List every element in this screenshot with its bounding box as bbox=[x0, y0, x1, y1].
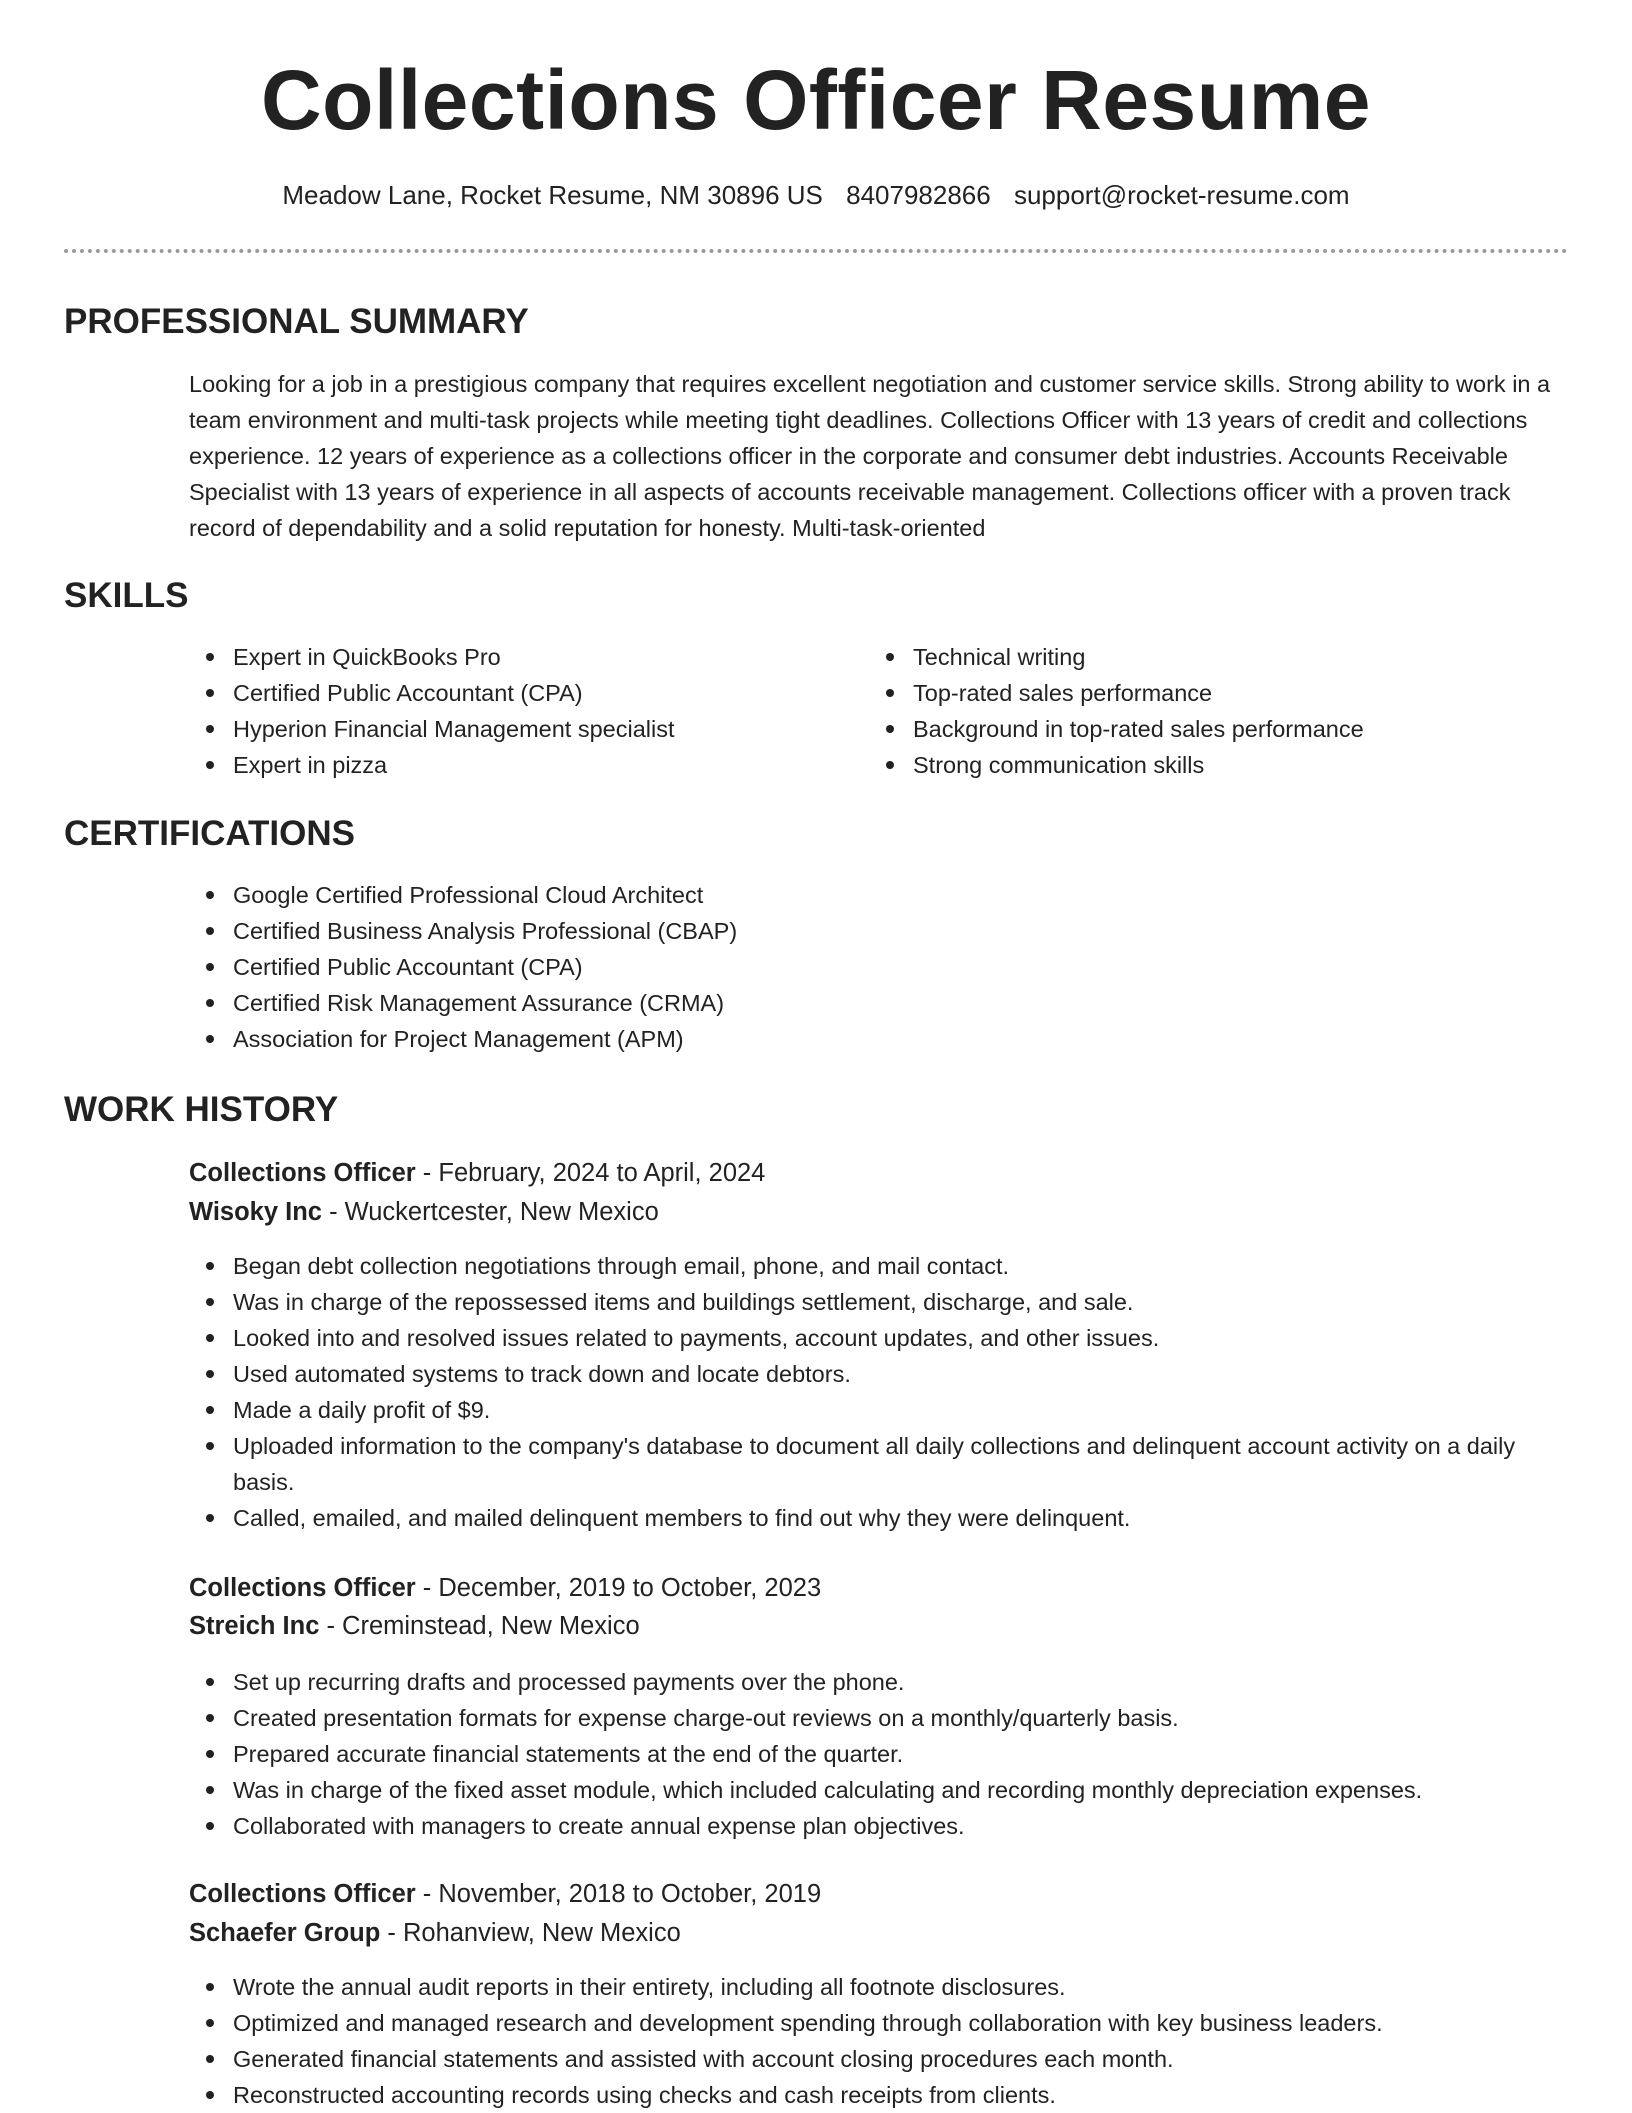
certification-item: Google Certified Professional Cloud Architect bbox=[189, 877, 1559, 913]
resume-title: Collections Officer Resume bbox=[261, 53, 1371, 147]
contact-email: support@rocket-resume.com bbox=[1013, 180, 1350, 210]
job-bullets bbox=[189, 1969, 1564, 2113]
job-company: Streich Inc bbox=[189, 1612, 320, 1640]
job-company: Wisoky Inc bbox=[189, 1198, 322, 1226]
job-bullet: Prepared accurate financial statements at the end of the quarter. bbox=[189, 1736, 1564, 1772]
job-bullet: Used automated systems to track down and locate debtors. bbox=[189, 1356, 1564, 1392]
job-location: - Wuckertcester, New Mexico bbox=[321, 1198, 659, 1226]
job-location: - Creminstead, New Mexico bbox=[319, 1612, 640, 1640]
job-title-line bbox=[189, 1571, 821, 1605]
job-company-line bbox=[189, 1195, 659, 1229]
summary-text: Looking for a job in a prestigious company that requires excellent negotiation and customer service skills. Strong ability to work in a team environment and multi-task projects while meeting tight deadlines. Collections Officer with 13 years of credit and collections experience. 12 years of experience as a collections officer in the corporate and consumer debt industries. Accounts Receivable Specialist with 13 years of experience in all aspects of accounts receivable management. Collections officer with a proven track record of dependability and a solid reputation for honesty. Multi-task-oriented bbox=[189, 371, 1551, 541]
skills-list-left bbox=[189, 639, 849, 783]
job-bullet: Wrote the annual audit reports in their entirety, including all footnote disclosures. bbox=[189, 1969, 1564, 2005]
skill-item: Expert in QuickBooks Pro bbox=[189, 639, 849, 675]
skill-item: Certified Public Accountant (CPA) bbox=[189, 675, 849, 711]
job-company-line bbox=[189, 1916, 681, 1950]
job-title: Collections Officer bbox=[189, 1880, 416, 1908]
job-location: - Rohanview, New Mexico bbox=[380, 1919, 681, 1947]
skill-item: Strong communication skills bbox=[869, 747, 1559, 783]
skills-heading: SKILLS bbox=[64, 576, 189, 615]
skill-item: Hyperion Financial Management specialist bbox=[189, 711, 849, 747]
job-bullet: Set up recurring drafts and processed payments over the phone. bbox=[189, 1664, 1564, 1700]
certifications-list bbox=[189, 877, 1559, 1057]
job-title: Collections Officer bbox=[189, 1574, 416, 1602]
job-company-line bbox=[189, 1609, 640, 1643]
job-bullet: Was in charge of the fixed asset module, which included calculating and recording monthly depreciation expenses. bbox=[189, 1772, 1564, 1808]
job-bullet: Generated financial statements and assisted with account closing procedures each month. bbox=[189, 2041, 1564, 2077]
job-dates: - December, 2019 to October, 2023 bbox=[415, 1574, 822, 1602]
work-history-heading: WORK HISTORY bbox=[64, 1090, 339, 1129]
job-bullet: Uploaded information to the company's database to document all daily collections and delinquent account activity on a daily basis. bbox=[189, 1428, 1564, 1500]
summary-heading: PROFESSIONAL SUMMARY bbox=[64, 302, 529, 341]
certification-item: Certified Risk Management Assurance (CRMA) bbox=[189, 985, 1559, 1021]
certifications-heading: CERTIFICATIONS bbox=[64, 814, 356, 853]
job-bullet: Optimized and managed research and development spending through collaboration with key business leaders. bbox=[189, 2005, 1564, 2041]
header-divider bbox=[64, 249, 1568, 253]
skill-item: Technical writing bbox=[869, 639, 1559, 675]
contact-phone: 8407982866 bbox=[846, 180, 991, 210]
skills-list-right bbox=[869, 639, 1559, 783]
job-bullet: Looked into and resolved issues related to payments, account updates, and other issues. bbox=[189, 1320, 1564, 1356]
job-bullets bbox=[189, 1248, 1564, 1536]
job-bullets bbox=[189, 1664, 1564, 1844]
certification-item: Association for Project Management (APM) bbox=[189, 1021, 1559, 1057]
skill-item: Background in top-rated sales performance bbox=[869, 711, 1559, 747]
certification-item: Certified Public Accountant (CPA) bbox=[189, 949, 1559, 985]
job-bullet: Was in charge of the repossessed items and buildings settlement, discharge, and sale. bbox=[189, 1284, 1564, 1320]
certification-item: Certified Business Analysis Professional (CBAP) bbox=[189, 913, 1559, 949]
job-title: Collections Officer bbox=[189, 1159, 416, 1187]
job-dates: - February, 2024 to April, 2024 bbox=[415, 1159, 766, 1187]
job-bullet: Began debt collection negotiations through email, phone, and mail contact. bbox=[189, 1248, 1564, 1284]
job-title-line bbox=[189, 1156, 765, 1190]
skill-item: Expert in pizza bbox=[189, 747, 849, 783]
job-company: Schaefer Group bbox=[189, 1919, 381, 1947]
job-bullet: Created presentation formats for expense charge-out reviews on a monthly/quarterly basis. bbox=[189, 1700, 1564, 1736]
job-bullet: Collaborated with managers to create annual expense plan objectives. bbox=[189, 1808, 1564, 1844]
job-bullet: Called, emailed, and mailed delinquent members to find out why they were delinquent. bbox=[189, 1500, 1564, 1536]
job-bullet: Reconstructed accounting records using checks and cash receipts from clients. bbox=[189, 2077, 1564, 2113]
skill-item: Top-rated sales performance bbox=[869, 675, 1559, 711]
contact-line bbox=[0, 180, 1632, 211]
job-title-line bbox=[189, 1877, 821, 1911]
job-dates: - November, 2018 to October, 2019 bbox=[415, 1880, 822, 1908]
contact-address: Meadow Lane, Rocket Resume, NM 30896 US bbox=[282, 180, 823, 210]
job-bullet: Made a daily profit of $9. bbox=[189, 1392, 1564, 1428]
